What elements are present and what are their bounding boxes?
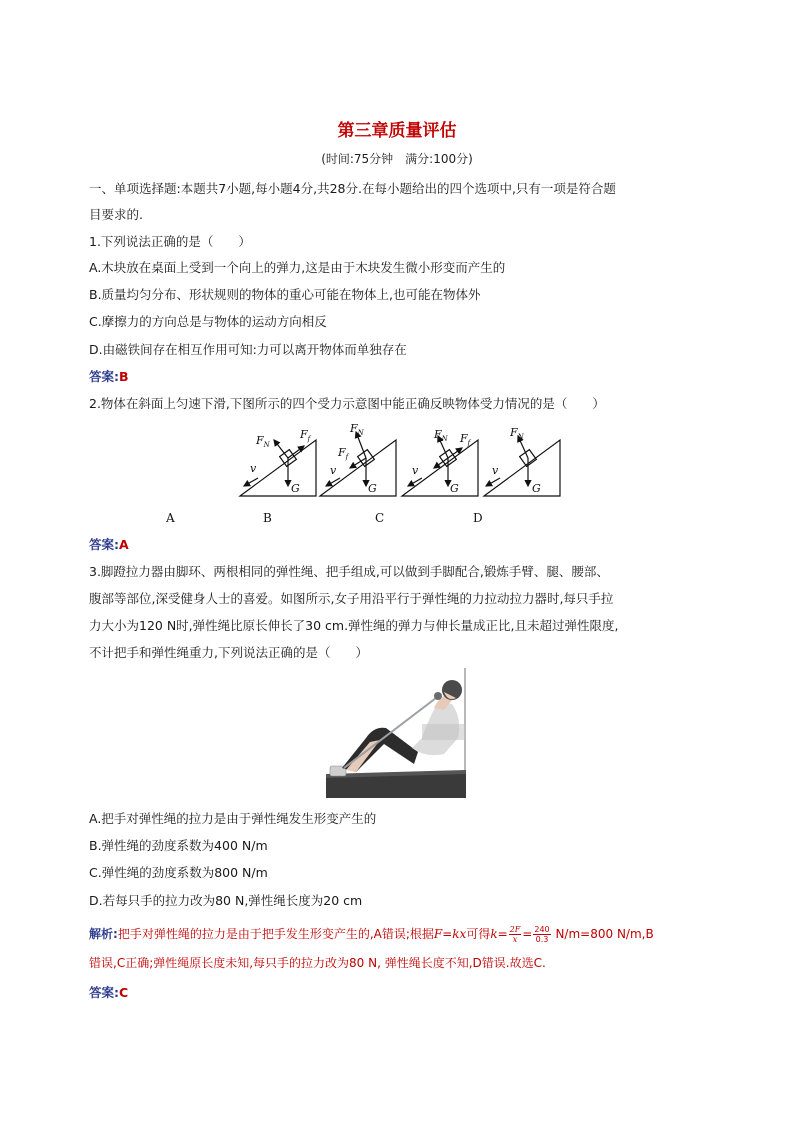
q3-answer (89, 984, 719, 1002)
label-friction: $F_f$ (338, 446, 349, 461)
panel-label-d: D (473, 511, 483, 525)
q1-answer (89, 368, 719, 386)
q3-stem-line3: 力大小为120 N时,弹性绳比原长伸长了30 cm.弹性绳的弹力与伸长量成正比,且未超过弹性限度, (89, 618, 619, 633)
label-normal-force: $F_N$ (350, 422, 364, 437)
analysis-label: 解析: (89, 927, 118, 941)
q3-stem-line4: 不计把手和弹性绳重力,下列说法正确的是（ ） (89, 645, 368, 660)
label-friction: $F_f$ (460, 432, 471, 447)
q1-stem: 1.下列说法正确的是（ ） (89, 234, 251, 249)
answer-label: 答案: (89, 985, 119, 1000)
q1-option-b: B.质量均匀分布、形状规则的物体的重心可能在物体上,也可能在物体外 (89, 287, 481, 302)
q2-answer (89, 536, 719, 554)
exam-info: (时间:75分钟 满分:100分) (321, 152, 473, 166)
label-velocity: v (492, 464, 499, 477)
panel-label-c: C (375, 511, 385, 525)
panel-label-b: B (263, 511, 272, 525)
panel-label-a: A (166, 511, 175, 525)
label-friction: $F_f$ (300, 428, 311, 443)
q3-option-c: C.弹性绳的劲度系数为800 N/m (89, 865, 268, 880)
q1-option-c: C.摩擦力的方向总是与物体的运动方向相反 (89, 314, 327, 329)
answer-label: 答案: (89, 537, 119, 552)
q2-force-diagrams (236, 422, 566, 502)
formula-hooke: F=kx (433, 927, 467, 941)
fraction-240-over-0.3: $\frac{240}{0.3}$ (534, 925, 550, 944)
answer-value: B (119, 369, 129, 384)
q3-analysis-line1: 解析:把手对弹性绳的拉力是由于把手发生形变产生的,A错误;根据F=kx可得k= $\frac{2F}{x}$ = $\frac{240}{0.3}$ N/m=800 N/m,B (89, 925, 654, 944)
q3-analysis-line2: 错误,C正确;弹性绳原长度未知,每只手的拉力改为80 N, 弹性绳长度不知,D错误.故选C. (89, 956, 546, 970)
label-velocity: v (250, 462, 257, 475)
q3-stem-line1: 3.脚蹬拉力器由脚环、两根相同的弹性绳、把手组成,可以做到手脚配合,锻炼手臂、腿、腰部、 (89, 564, 609, 579)
q2-stem: 2.物体在斜面上匀速下滑,下图所示的四个受力示意图中能正确反映物体受力情况的是（ ） (89, 396, 605, 411)
q3-option-a: A.把手对弹性绳的拉力是由于弹性绳发生形变产生的 (89, 811, 377, 826)
page-title: 第三章质量评估 (337, 121, 457, 141)
label-velocity: v (412, 464, 419, 477)
label-normal-force: $F_N$ (510, 426, 524, 441)
answer-value: C (119, 985, 129, 1000)
diagram-panel-a (240, 428, 316, 496)
section-heading-line1: 一、单项选择题:本题共7小题,每小题4分,共28分.在每小题给出的四个选项中,只有一项是符合题 (89, 181, 616, 196)
diagram-panel-c (402, 428, 478, 496)
label-gravity: G (291, 482, 300, 495)
answer-label: 答案: (89, 369, 119, 384)
section-heading-line2: 目要求的. (89, 207, 143, 222)
fraction-2f-over-x: $\frac{2F}{x}$ (509, 925, 521, 944)
q3-option-b: B.弹性绳的劲度系数为400 N/m (89, 838, 268, 853)
label-velocity: v (330, 464, 337, 477)
q1-option-d: D.由磁铁间存在相互作用可知:力可以离开物体而单独存在 (89, 342, 407, 357)
diagram-panel-b (320, 422, 396, 496)
q3-option-d: D.若每只手的拉力改为80 N,弹性绳长度为20 cm (89, 893, 363, 908)
label-gravity: G (450, 482, 459, 495)
answer-value: A (119, 537, 129, 552)
diagram-panel-d (484, 426, 560, 496)
label-gravity: G (368, 482, 377, 495)
q3-stem-line2: 腹部等部位,深受健身人士的喜爱。如图所示,女子用沿平行于弹性绳的力拉动拉力器时,每只手拉 (89, 591, 614, 606)
label-normal-force: $F_N$ (256, 434, 270, 449)
q1-option-a: A.木块放在桌面上受到一个向上的弹力,这是由于木块发生微小形变而产生的 (89, 260, 506, 275)
formula-k: k= (490, 927, 508, 941)
label-normal-force: $F_N$ (434, 428, 448, 443)
label-gravity: G (532, 482, 541, 495)
exercise-photo (326, 668, 466, 798)
